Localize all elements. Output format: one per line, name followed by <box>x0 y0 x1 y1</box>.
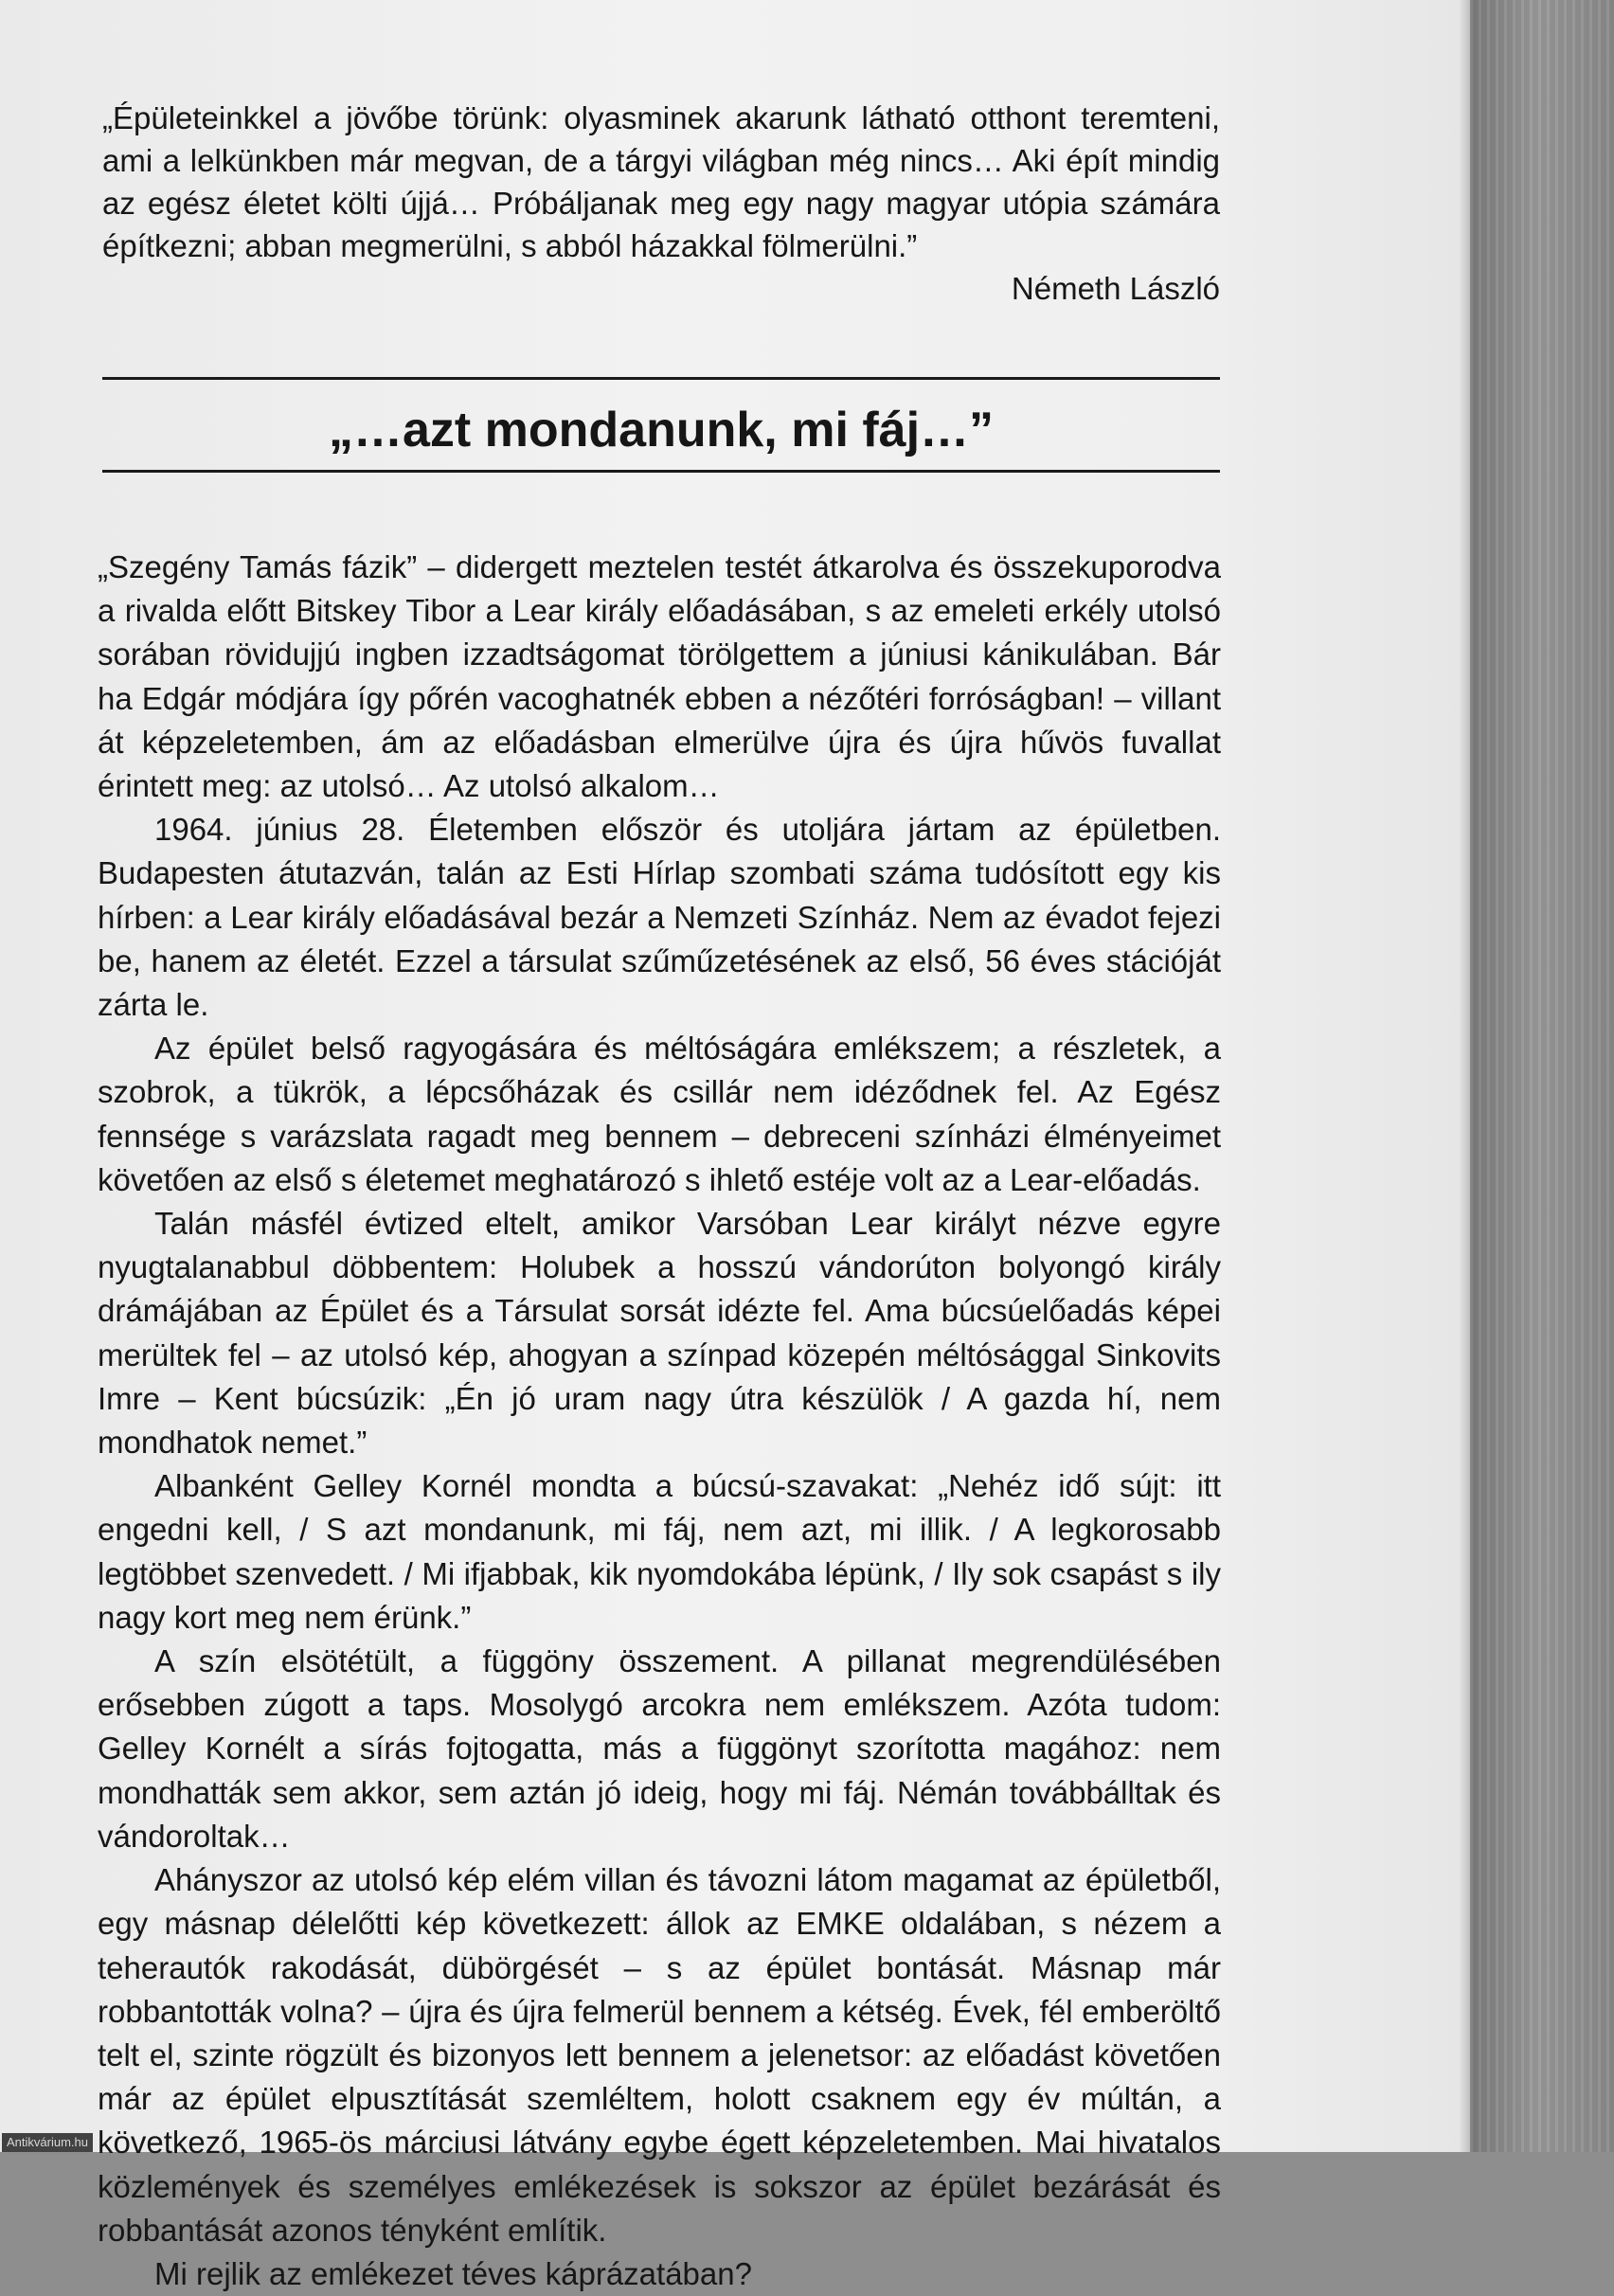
paragraph: Albanként Gelley Kornél mondta a búcsú-szavakat: „Nehéz idő sújt: itt engedni kell, / S azt mondanunk, mi fáj, nem azt, mi illik. / A legkorosabb legtöbbet szenvedett. / Mi ifjabbak, kik nyomdokába lépünk, / Ily sok csapást s ily nagy kort meg nem érünk.” <box>98 1468 1221 1635</box>
paragraph: A szín elsötétült, a függöny összement. A pillanat megrendülésében erősebben zúgott a taps. Mosolygó arcokra nem emlékszem. Azóta tudom: Gelley Kornélt a sírás fojtogatta, más a függönyt szorította magához: nem mondhatták sem akkor, sem aztán jó ideig, hogy mi fáj. Némán továbbálltak és vándoroltak… <box>98 1643 1221 1854</box>
chapter-title: „…azt mondanunk, mi fáj…” <box>328 403 995 457</box>
watermark: Antikvárium.hu <box>2 2133 93 2152</box>
paragraph: Az épület belső ragyogására és méltóságára emlékszem; a részletek, a szobrok, a tükrök, a lépcsőházak és csillár nem idéződnek fel. Az Egész fennsége s varázslata ragadt meg bennem – debreceni színházi élményeimet követően az első s életemet meghatározó s ihlető estéje volt az a Lear-előadás. <box>98 1031 1221 1197</box>
motto-author: Németh László <box>1011 271 1220 306</box>
title-rule-bottom <box>102 470 1220 473</box>
motto-quote: „Épületeinkkel a jövőbe törünk: olyasminek akarunk látható otthont teremteni, ami a lelkünkben már megvan, de a tárgyi világban még nincs… Aki épít mindig az egész életet költi újjá… Próbáljanak meg egy nagy magyar utópia számára építkezni; abban megmerülni, s abból házakkal fölmerülni.” <box>102 100 1220 263</box>
book-binding <box>1470 0 1614 2152</box>
paragraph: 1964. június 28. Életemben először és utoljára jártam az épületben. Budapesten átutazván, talán az Esti Hírlap szombati száma tudósított egy kis hírben: a Lear király előadásával bezár a Nemzeti Színház. Nem az évadot fejezi be, hanem az életét. Ezzel a társulat szűműzetésének az első, 56 éves stációját zárta le. <box>98 812 1221 1023</box>
body-text <box>98 546 1221 2296</box>
paragraph: Talán másfél évtized eltelt, amikor Varsóban Lear királyt nézve egyre nyugtalanabbul döbbentem: Holubek a hosszú vándorúton bolyongó király drámájában az Épület és a Társulat sorsát idézte fel. Ama búcsúelőadás képei merültek fel – az utolsó kép, ahogyan a színpad közepén méltósággal Sinkovits Imre – Kent búcsúzik: „Én jó uram nagy útra készülök / A gazda hí, nem mondhatok nemet.” <box>98 1206 1221 1461</box>
paragraph: „Szegény Tamás fázik” – didergett meztelen testét átkarolva és összekuporodva a rivalda előtt Bitskey Tibor a Lear király előadásában, s az emeleti erkély utolsó sorában rövidujjú ingben izzadtságomat törölgettem a júniusi kánikulában. Bár ha Edgár módjára így pőrén vacoghatnék ebben a nézőtéri forróságban! – villant át képzeletemben, ám az előadásban elmerülve újra és újra hűvös fuvallat érintett meg: az utolsó… Az utolsó alkalom… <box>98 549 1221 804</box>
paragraph: Mi rejlik az emlékezet téves káprázatában? <box>154 2255 752 2291</box>
title-rule-top <box>102 377 1220 380</box>
paragraph: Ahányszor az utolsó kép elém villan és távozni látom magamat az épületből, egy másnap délelőtti kép következett: állok az EMKE oldalában, s nézem a teherautók rakodását, dübörgését – s az épület bontását. Másnap már robbantották volna? – újra és újra felmerül bennem a kétség. Évek, fél emberöltő telt el, szinte rögzült és bizonyos lett bennem a jelenetsor: az előadást követően már az épület elpusztítását szemléltem, holott csaknem egy év múltán, a következő, 1965-ös márciusi látvány egybe égett képzeletemben. Mai hivatalos közlemények és személyes emlékezések is sokszor az épület bezárását és robbantását azonos tényként említik. <box>98 1862 1221 2248</box>
